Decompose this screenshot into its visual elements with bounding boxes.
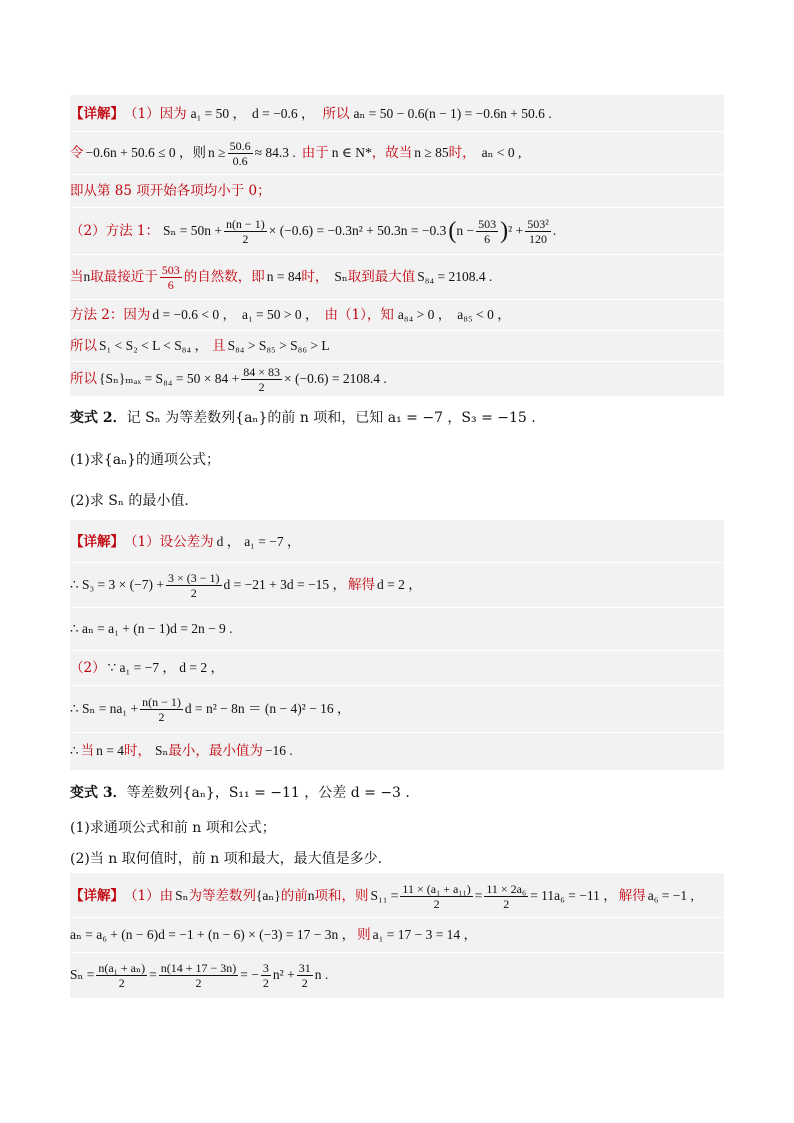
b2-detail-tag: 【详解】 — [70, 534, 124, 550]
question-3-part-1: (1)求通项公式和前 n 项和公式； — [70, 820, 276, 836]
fraction: $\frac{\text{11 × (a₁ + a₁₁)}}{2}$ — [402, 881, 471, 911]
fraction: $\frac{n(n - 1)}{2}$ — [142, 694, 181, 724]
fraction: $\frac{\text{11 × 2a₆}}{2}$ — [486, 881, 527, 911]
fraction: $\frac{\text{n(a₁ + aₙ)}}{2}$ — [98, 960, 146, 990]
solution-block-2 — [70, 520, 724, 770]
solution-block-1 — [70, 95, 724, 396]
fraction: $\frac{31}{2}$ — [298, 960, 311, 990]
fraction: $\frac{84 \times 83}{2}$ — [243, 364, 280, 394]
b1-line-4: （2）方法 1： Sₙ = 50n + $\frac{n(n - 1)}{2}$ × (−0.6) = −0.3n² + 50.3n = −0.3 ( n − $\frac{503}{6}$ ) ² + $\frac{\text{503²}}{120}$ . — [70, 208, 724, 255]
b2-line-5: ∴ Sₙ = na₁ + $\frac{n(n - 1)}{2}$ d = n² − 8n ＝ (n − 4)² − 16 ， — [70, 686, 724, 733]
solution-block-3 — [70, 873, 724, 998]
b3-line-3: Sₙ = $\frac{\text{n(a₁ + aₙ)}}{2}$ = $\frac{n(14 + 17 - 3n)}{2}$ = − $\frac{3}{2}$ n² + $\frac{31}{2}$ n . — [70, 960, 329, 990]
b1-line-3: 即从第 85 项开始各项均小于 0； — [70, 175, 724, 208]
b2-line-6: ∴ 当 n = 4 时， Sₙ 最小，最小值为 −16 . — [70, 743, 293, 759]
b3-detail-tag: 【详解】 — [70, 888, 124, 904]
question-3 — [70, 783, 410, 803]
b1-line-7: 所以 S₁ < S₂ < L < S₈₄ ， 且 S₈₄ > S₈₅ > S₈₆ > L — [70, 331, 724, 362]
fraction: $\frac{503}{6}$ — [478, 216, 497, 246]
question-2-part-2: (2)求 Sₙ 的最小值. — [70, 493, 189, 509]
b3-line-2: aₙ = a₆ + (n − 6)d = −1 + (n − 6) × (−3) = 17 − 3n ， 则 a₁ = 17 − 3 = 14 ， — [70, 918, 724, 953]
question-3-label: 变式 3． — [70, 785, 127, 801]
fraction: $\frac{\text{503²}}{120}$ — [527, 216, 549, 246]
b2-line-3: ∴ aₙ = a₁ + (n − 1)d = 2n − 9 . — [70, 608, 724, 651]
question-2-text: 记 Sₙ 为等差数列{aₙ}的前 n 项和，已知 a₁ = −7 ，S₃ = −15 . — [126, 410, 536, 426]
fraction: $\frac{503}{6}$ — [161, 262, 180, 292]
question-3-part-2: (2)当 n 取何值时，前 n 项和最大，最大值是多少. — [70, 851, 383, 867]
b2-line-1: 【详解】 （1）设公差为 d ， a₁ = −7 ， — [70, 522, 724, 563]
b2-line-4: （2） ∵ a₁ = −7 ， d = 2 ， — [70, 651, 724, 686]
b1-line-6: 方法 2：因为 d = −0.6 < 0 ， a₁ = 50 > 0 ， 由（1），知 a₈₄ > 0 ， a₈₅ < 0 ， — [70, 300, 724, 331]
question-2-label: 变式 2． — [70, 410, 127, 426]
fraction: $\frac{50.6}{0.6}$ — [229, 138, 251, 168]
b2-line-2: ∴ S₃ = 3 × (−7) + $\frac{3 \times (3 - 1)}{2}$ d = −21 + 3d = −15 ， 解得 d = 2 ， — [70, 563, 724, 608]
b3-line-1: 【详解】 （1）由 Sₙ 为等差数列 {aₙ} 的前 n 项和，则 S₁₁ = $\frac{\text{11 × (a₁ + a₁₁)}}{2}$ = $\frac{\text{11 × 2a₆}}{2}$ = 11a₆ = −11 ， 解得 a₆ = −1 , — [70, 875, 724, 918]
fraction: $\frac{n(14 + 17 - 3n)}{2}$ — [160, 960, 237, 990]
question-2 — [70, 408, 536, 428]
fraction: $\frac{n(n - 1)}{2}$ — [225, 216, 265, 246]
b1-line-8: 所以 {Sₙ}ₘₐₓ = S₈₄ = 50 × 84 + $\frac{84 \times 83}{2}$ × (−0.6) = 2108.4 . — [70, 364, 387, 394]
fraction: $\frac{3}{2}$ — [262, 960, 269, 990]
question-2-part-1: (1)求{aₙ}的通项公式； — [70, 452, 221, 468]
b1-line-5: 当 n 取最接近于 $\frac{503}{6}$ 的自然数，即 n = 84 时， Sₙ 取到最大值 S₈₄ = 2108.4 . — [70, 255, 724, 300]
question-3-text: 等差数列{aₙ}，S₁₁ = −11 ，公差 d = −3 . — [126, 785, 410, 801]
fraction: $\frac{3 \times (3 - 1)}{2}$ — [168, 570, 220, 600]
b1-detail-tag: 【详解】 — [70, 106, 124, 122]
b1-line-2: 令 −0.6n + 50.6 ≤ 0 ，则 n ≥ $\frac{50.6}{0.6}$ ≈ 84.3 . 由于 n ∈ N* ，故当 n ≥ 85 时， aₙ < 0 , — [70, 132, 724, 175]
b1-line-1: 【详解】 （1）因为 a₁ = 50 ， d = −0.6 ， 所以 aₙ = 50 − 0.6(n − 1) = −0.6n + 50.6 . — [70, 97, 724, 132]
